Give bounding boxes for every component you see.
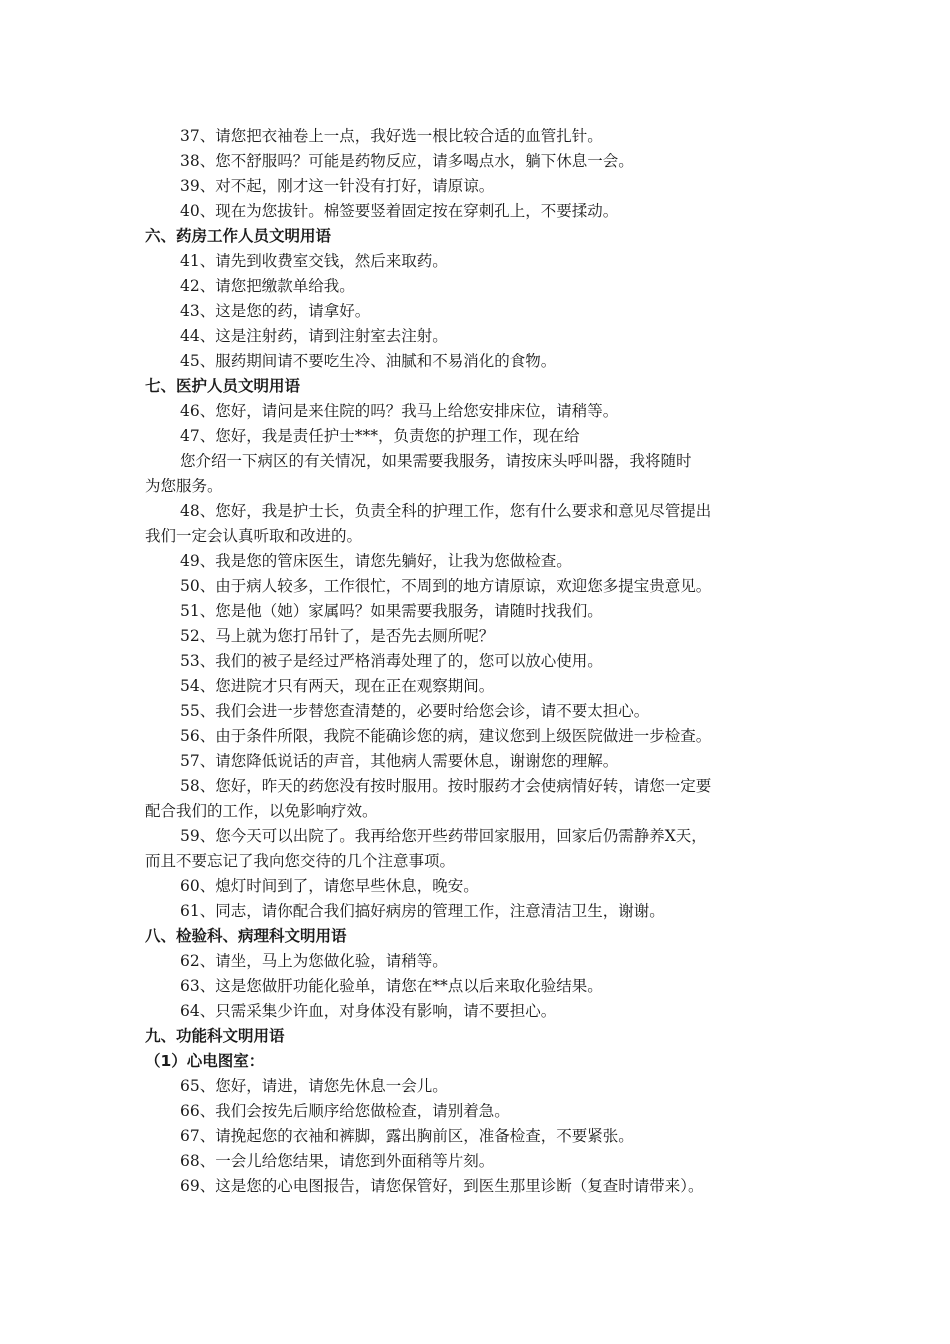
item-60: 60、熄灯时间到了，请您早些休息，晚安。 xyxy=(180,877,479,895)
item-38: 38、您不舒服吗？可能是药物反应，请多喝点水，躺下休息一会。 xyxy=(180,152,634,170)
item-44: 44、这是注射药，请到注射室去注射。 xyxy=(180,327,448,345)
item-50: 50、由于病人较多，工作很忙，不周到的地方请原谅，欢迎您多提宝贵意见。 xyxy=(180,577,712,595)
item-64: 64、只需采集少许血，对身体没有影响，请不要担心。 xyxy=(180,1002,557,1020)
item-42: 42、请您把缴款单给我。 xyxy=(180,277,355,295)
section-heading-6: 六、药房工作人员文明用语 xyxy=(145,227,332,245)
item-47-line2: 您介绍一下病区的有关情况，如果需要我服务，请按床头呼叫器，我将随时 xyxy=(180,452,692,470)
item-67: 67、请挽起您的衣袖和裤脚，露出胸前区，准备检查，不要紧张。 xyxy=(180,1127,634,1145)
item-62: 62、请坐，马上为您做化验，请稍等。 xyxy=(180,952,448,970)
item-58-line2: 配合我们的工作，以免影响疗效。 xyxy=(145,802,378,820)
item-39: 39、对不起，刚才这一针没有打好，请原谅。 xyxy=(180,177,495,195)
item-59-line1: 59、您今天可以出院了。我再给您开些药带回家服用，回家后仍需静养X天， xyxy=(180,827,707,845)
item-43: 43、这是您的药，请拿好。 xyxy=(180,302,371,320)
item-58-line1: 58、您好，昨天的药您没有按时服用。按时服药才会使病情好转，请您一定要 xyxy=(180,777,712,795)
item-57: 57、请您降低说话的声音，其他病人需要休息，谢谢您的理解。 xyxy=(180,752,619,770)
item-49: 49、我是您的管床医生，请您先躺好，让我为您做检查。 xyxy=(180,552,572,570)
item-48-line1: 48、您好，我是护士长，负责全科的护理工作，您有什么要求和意见尽管提出 xyxy=(180,502,712,520)
item-54: 54、您进院才只有两天，现在正在观察期间。 xyxy=(180,677,495,695)
item-40: 40、现在为您拔针。棉签要竖着固定按在穿刺孔上，不要揉动。 xyxy=(180,202,619,220)
item-51: 51、您是他（她）家属吗？如果需要我服务，请随时找我们。 xyxy=(180,602,603,620)
item-37: 37、请您把衣袖卷上一点，我好选一根比较合适的血管扎针。 xyxy=(180,127,603,145)
item-69: 69、这是您的心电图报告，请您保管好，到医生那里诊断（复查时请带来）。 xyxy=(180,1177,704,1195)
item-65: 65、您好，请进，请您先休息一会儿。 xyxy=(180,1077,448,1095)
item-53: 53、我们的被子是经过严格消毒处理了的，您可以放心使用。 xyxy=(180,652,603,670)
section-heading-9: 九、功能科文明用语 xyxy=(145,1027,285,1045)
item-63: 63、这是您做肝功能化验单，请您在**点以后来取化验结果。 xyxy=(180,977,603,995)
item-66: 66、我们会按先后顺序给您做检查，请别着急。 xyxy=(180,1102,510,1120)
item-52: 52、马上就为您打吊针了，是否先去厕所呢？ xyxy=(180,627,495,645)
item-59-line2: 而且不要忘记了我向您交待的几个注意事项。 xyxy=(145,852,456,870)
subsection-heading-ecg: （1）心电图室： xyxy=(145,1052,265,1070)
item-47-line3: 为您服务。 xyxy=(145,477,223,495)
item-55: 55、我们会进一步替您查清楚的，必要时给您会诊，请不要太担心。 xyxy=(180,702,650,720)
item-41: 41、请先到收费室交钱，然后来取药。 xyxy=(180,252,448,270)
item-48-line2: 我们一定会认真听取和改进的。 xyxy=(145,527,363,545)
section-heading-7: 七、医护人员文明用语 xyxy=(145,377,301,395)
item-46: 46、您好，请问是来住院的吗？我马上给您安排床位，请稍等。 xyxy=(180,402,619,420)
item-61: 61、同志，请你配合我们搞好病房的管理工作，注意清洁卫生，谢谢。 xyxy=(180,902,665,920)
item-68: 68、一会儿给您结果，请您到外面稍等片刻。 xyxy=(180,1152,495,1170)
section-heading-8: 八、检验科、病理科文明用语 xyxy=(145,927,347,945)
item-45: 45、服药期间请不要吃生冷、油腻和不易消化的食物。 xyxy=(180,352,557,370)
document-body xyxy=(145,124,810,1199)
item-47-line1: 47、您好，我是责任护士***，负责您的护理工作，现在给 xyxy=(180,427,580,445)
item-56: 56、由于条件所限，我院不能确诊您的病，建议您到上级医院做进一步检查。 xyxy=(180,727,712,745)
